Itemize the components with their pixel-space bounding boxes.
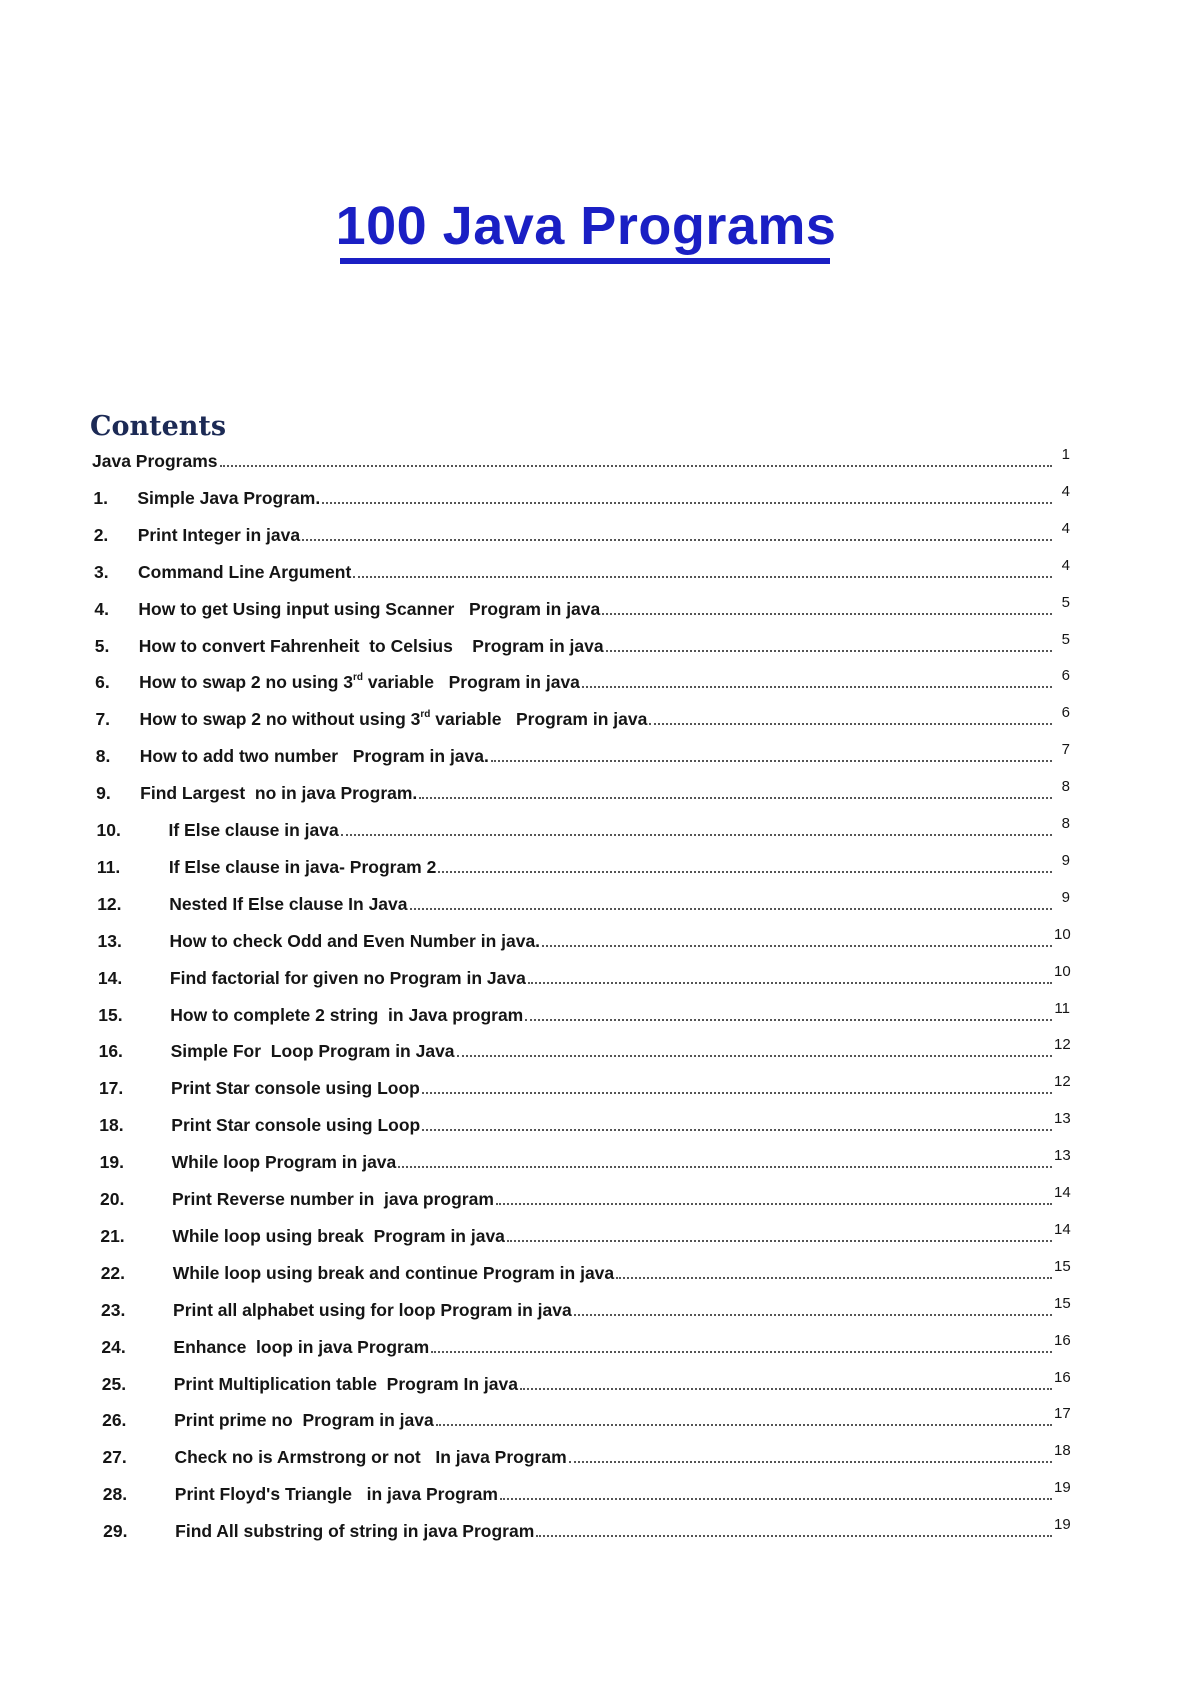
toc-page-number: 4 (1061, 519, 1070, 537)
toc-label: If Else clause in java (168, 820, 339, 840)
toc-page-number: 8 (1061, 815, 1070, 832)
toc-label: Print Reverse number in java program (172, 1189, 494, 1209)
toc-number: 6. (95, 672, 110, 693)
toc-number: 26. (102, 1410, 127, 1431)
toc-entry[interactable] (94, 630, 1070, 657)
toc-leader-dots (616, 1277, 1052, 1279)
toc-label: Simple For Loop Program in Java (170, 1041, 455, 1062)
toc-number: 17. (98, 1078, 124, 1099)
toc-entry[interactable] (92, 448, 1070, 472)
toc-entry[interactable] (96, 780, 1070, 804)
contents-heading: Contents (90, 411, 227, 442)
toc-entry[interactable] (99, 1038, 1070, 1062)
toc-label: Java Programs (92, 451, 218, 471)
toc-leader-dots (457, 1055, 1052, 1057)
toc-page-number: 4 (1061, 556, 1070, 574)
toc-label: Check no is Armstrong or not In java Program (174, 1447, 567, 1468)
toc-leader-dots (602, 613, 1052, 615)
toc-leader-dots (220, 465, 1053, 467)
toc-entry[interactable] (99, 1112, 1070, 1136)
toc-label: If Else clause in java- Program 2 (168, 856, 437, 877)
toc-label: How to add two number Program in java. (139, 746, 489, 767)
toc-entry[interactable] (97, 962, 1071, 989)
toc-number: 19. (99, 1152, 124, 1173)
toc-page-number: 15 (1053, 1294, 1071, 1312)
toc-page-number: 9 (1061, 851, 1070, 869)
document-title: 100 Java Programs (335, 196, 837, 256)
toc-entry[interactable] (101, 1331, 1071, 1358)
toc-leader-dots (302, 539, 1052, 541)
toc-label: Command Line Argument (138, 561, 352, 582)
toc-entry[interactable] (99, 1075, 1070, 1099)
toc-label: Nested If Else clause In Java (169, 893, 408, 914)
toc-leader-dots (525, 1019, 1052, 1021)
toc-number: 5. (94, 635, 110, 656)
toc-page-number: 19 (1053, 1479, 1071, 1497)
toc-leader-dots (574, 1314, 1052, 1316)
toc-label: While loop using break Program in java (172, 1225, 505, 1246)
toc-page-number: 4 (1061, 482, 1070, 500)
toc-entry[interactable] (96, 743, 1070, 767)
toc-entry[interactable] (97, 888, 1070, 915)
toc-label: Find Largest no in java Program. (140, 783, 418, 804)
toc-entry[interactable] (100, 1186, 1070, 1210)
toc-leader-dots (507, 1240, 1052, 1242)
toc-number: 9. (96, 783, 111, 804)
toc-entry[interactable] (95, 706, 1070, 730)
toc-page-number: 13 (1053, 1147, 1071, 1165)
toc-label: How to get Using input using Scanner Program in java (138, 598, 601, 619)
toc-number: 3. (94, 561, 109, 582)
toc-leader-dots (569, 1461, 1052, 1463)
toc-number: 25. (101, 1373, 127, 1394)
toc-leader-dots (322, 502, 1052, 504)
ordinal-suffix: rd (353, 672, 363, 684)
toc-entry[interactable] (97, 925, 1071, 952)
ordinal-suffix: rd (420, 709, 431, 721)
toc-label: Enhance loop in java Program (173, 1336, 430, 1357)
toc-number: 18. (99, 1115, 124, 1136)
toc-entry[interactable] (98, 999, 1070, 1026)
toc-page-number: 18 (1053, 1442, 1071, 1460)
toc-page-number: 6 (1061, 704, 1070, 722)
toc-number: 11. (96, 856, 121, 877)
toc-label: How to complete 2 string in Java program (170, 1004, 524, 1025)
toc-number: 22. (100, 1262, 126, 1283)
toc-label: Print Star console using Loop (171, 1115, 421, 1136)
toc-label: While loop using break and continue Program in java (172, 1262, 615, 1283)
toc-page-number: 9 (1061, 888, 1070, 906)
toc-number: 2. (93, 524, 109, 545)
toc-leader-dots (410, 908, 1052, 910)
toc-page-number: 5 (1061, 593, 1070, 611)
toc-page-number: 15 (1053, 1257, 1071, 1275)
toc-page-number: 10 (1053, 925, 1071, 943)
toc-leader-dots (542, 945, 1052, 947)
toc-number: 1. (93, 487, 108, 508)
toc-page-number: 10 (1053, 962, 1071, 980)
toc-leader-dots (422, 1129, 1052, 1131)
toc-leader-dots (422, 1092, 1052, 1094)
toc-page-number: 17 (1053, 1405, 1071, 1423)
toc-leader-dots (606, 650, 1052, 652)
toc-leader-dots (582, 686, 1052, 688)
toc-label: Print prime no Program in java (174, 1410, 434, 1431)
toc-number: 12. (97, 893, 122, 914)
toc-leader-dots (438, 871, 1052, 873)
toc-entry[interactable] (100, 1257, 1071, 1284)
toc-number: 20. (100, 1189, 125, 1209)
toc-number: 28. (102, 1484, 128, 1505)
toc-entry[interactable] (94, 556, 1070, 583)
toc-leader-dots (436, 1424, 1052, 1426)
toc-entry[interactable] (103, 1481, 1070, 1505)
toc-leader-dots (520, 1388, 1052, 1390)
toc-entry[interactable] (103, 1518, 1070, 1542)
toc-page-number: 11 (1054, 999, 1070, 1017)
toc-leader-dots (353, 576, 1052, 578)
toc-label: Print Floyd's Triangle in java Program (174, 1484, 498, 1505)
toc-label: How to check Odd and Even Number in java. (169, 930, 541, 951)
toc-page-number: 8 (1061, 778, 1070, 796)
toc-page-number: 19 (1053, 1516, 1071, 1534)
toc-page-number: 14 (1053, 1220, 1071, 1238)
toc-number: 4. (94, 598, 109, 619)
toc-entry[interactable] (96, 851, 1070, 878)
toc-page-number: 6 (1061, 667, 1070, 685)
toc-number: 21. (100, 1225, 125, 1246)
toc-number: 15. (98, 1004, 123, 1025)
toc-label: While loop Program in java (171, 1152, 397, 1173)
toc-label: How to swap 2 no without using 3rd variable Program in java (139, 709, 648, 730)
toc-leader-dots (649, 723, 1052, 725)
toc-page-number: 12 (1053, 1073, 1071, 1091)
toc-label: Print Integer in java (137, 524, 301, 545)
toc-entry[interactable] (93, 519, 1070, 546)
toc-leader-dots (500, 1498, 1052, 1500)
toc-leader-dots (528, 982, 1052, 984)
toc-page-number: 7 (1061, 741, 1070, 759)
toc-page-number: 14 (1054, 1184, 1071, 1201)
toc-leader-dots (398, 1166, 1052, 1168)
toc-leader-dots (496, 1203, 1052, 1205)
toc-leader-dots (341, 834, 1052, 836)
toc-number: 16. (98, 1041, 123, 1062)
toc-entry[interactable] (100, 1220, 1071, 1247)
toc-page-number: 16 (1054, 1368, 1071, 1386)
toc-label: Print all alphabet using for loop Program in java (173, 1299, 572, 1320)
toc-entry[interactable] (102, 1444, 1070, 1468)
toc-label: Find All substring of string in java Program (175, 1521, 535, 1542)
toc-label: Print Multiplication table Program In java (173, 1373, 518, 1394)
toc-page-number: 12 (1053, 1036, 1071, 1054)
toc-number: 13. (97, 930, 122, 951)
toc-entry[interactable] (101, 1294, 1071, 1321)
toc-label: Simple Java Program. (137, 487, 321, 508)
toc-label: Print Star console using Loop (170, 1078, 420, 1099)
toc-entry[interactable] (97, 817, 1071, 841)
toc-number: 29. (103, 1521, 128, 1542)
toc-entry[interactable] (95, 669, 1070, 693)
toc-number: 10. (96, 820, 121, 840)
toc-number: 24. (101, 1336, 126, 1357)
toc-number: 27. (102, 1447, 127, 1468)
toc-entry[interactable] (100, 1149, 1070, 1173)
toc-leader-dots (491, 760, 1052, 762)
toc-entry[interactable] (93, 482, 1070, 509)
toc-entry[interactable] (94, 593, 1070, 620)
toc-label: How to convert Fahrenheit to Celsius Program in java (138, 635, 604, 656)
toc-leader-dots (536, 1535, 1052, 1537)
toc-label: How to swap 2 no using 3rd variable Program in java (139, 672, 580, 693)
toc-label: Find factorial for given no Program in Java (169, 967, 526, 988)
toc-page-number: 1 (1061, 446, 1070, 463)
toc-page-number: 13 (1053, 1110, 1071, 1128)
toc-leader-dots (419, 797, 1052, 799)
toc-number: 14. (97, 967, 123, 988)
toc-entry[interactable] (102, 1407, 1070, 1431)
toc-page-number: 16 (1053, 1331, 1071, 1349)
toc-leader-dots (431, 1351, 1052, 1353)
toc-number: 7. (95, 709, 111, 730)
toc-page-number: 5 (1061, 630, 1070, 648)
toc-entry[interactable] (101, 1368, 1071, 1395)
toc-number: 8. (95, 746, 111, 767)
toc-number: 23. (101, 1299, 126, 1320)
